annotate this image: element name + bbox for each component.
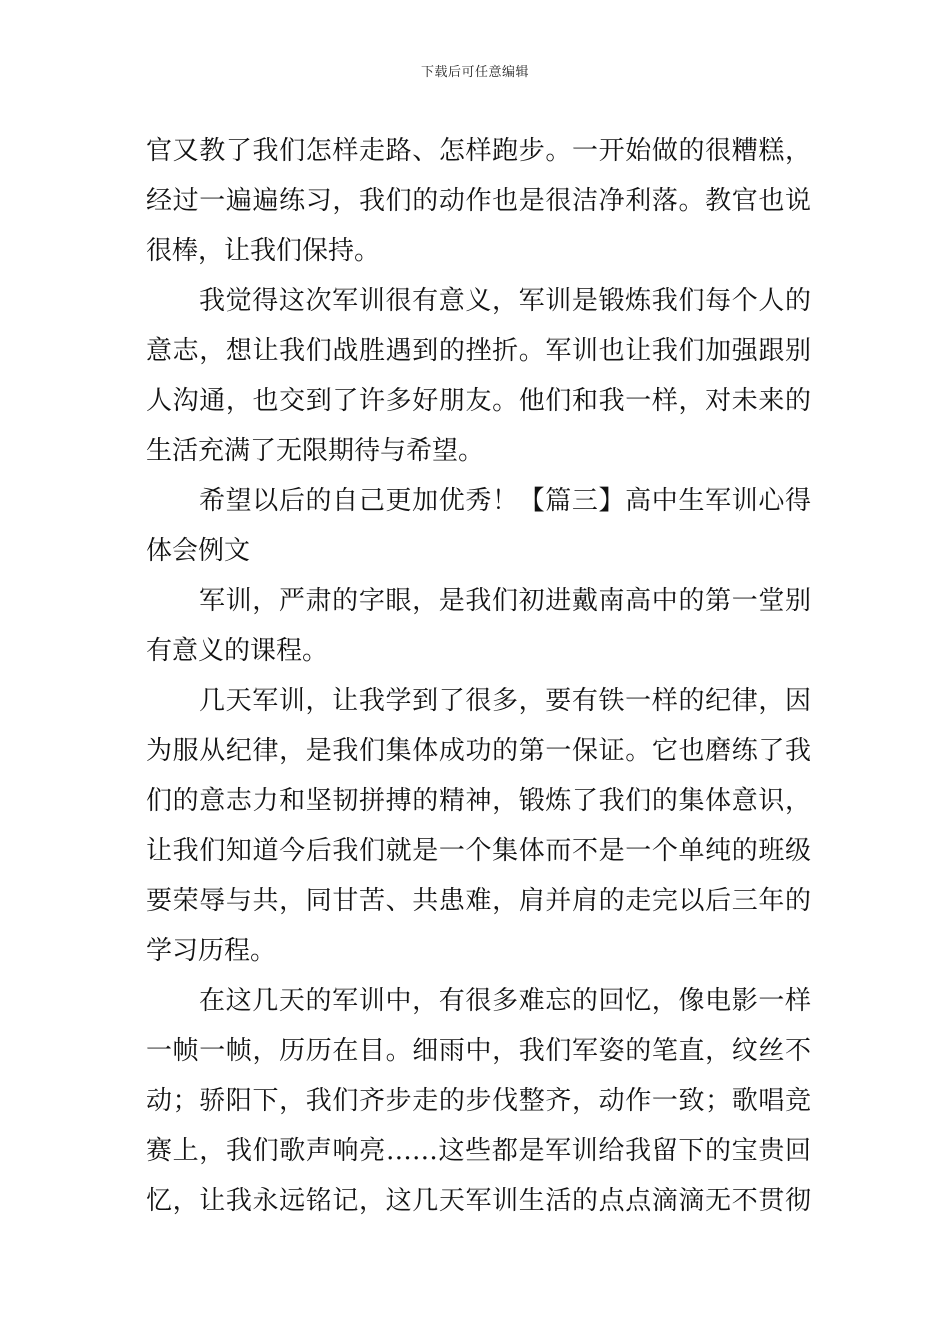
- text-line: 意志，想让我们战胜遇到的挫折。军训也让我们加强跟别: [146, 336, 811, 366]
- text-line: 有意义的课程。: [146, 636, 329, 666]
- text-line: 为服从纪律，是我们集体成功的第一保证。它也磨练了我: [146, 736, 811, 766]
- text-line: 官又教了我们怎样走路、怎样跑步。一开始做的很糟糕，: [146, 136, 811, 166]
- text-line: 在这几天的军训中，有很多难忘的回忆，像电影一样: [199, 986, 811, 1016]
- text-line: 一帧一帧，历历在目。细雨中，我们军姿的笔直，纹丝不: [146, 1036, 811, 1066]
- text-line: 人沟通，也交到了许多好朋友。他们和我一样，对未来的: [146, 386, 811, 416]
- text-line: 忆，让我永远铭记，这几天军训生活的点点滴滴无不贯彻: [146, 1186, 811, 1216]
- text-line: 军训，严肃的字眼，是我们初进戴南高中的第一堂别: [199, 586, 811, 616]
- text-line: 生活充满了无限期待与希望。: [146, 436, 485, 466]
- body-text: [146, 126, 811, 1226]
- page-header: 下载后可任意编辑: [420, 65, 529, 80]
- text-line: 体会例文: [146, 536, 251, 566]
- text-line: 经过一遍遍练习，我们的动作也是很洁净利落。教官也说: [146, 186, 811, 216]
- text-line: 们的意志力和坚韧拼搏的精神，锻炼了我们的集体意识，: [146, 786, 811, 816]
- text-line: 赛上，我们歌声响亮……这些都是军训给我留下的宝贵回: [146, 1136, 811, 1166]
- text-line: 希望以后的自己更加优秀！【篇三】高中生军训心得: [199, 486, 811, 516]
- text-line: 让我们知道今后我们就是一个集体而不是一个单纯的班级: [146, 836, 811, 866]
- text-line: 要荣辱与共，同甘苦、共患难，肩并肩的走完以后三年的: [146, 886, 811, 916]
- text-line: 动；骄阳下，我们齐步走的步伐整齐，动作一致；歌唱竞: [146, 1086, 811, 1116]
- text-line: 几天军训，让我学到了很多，要有铁一样的纪律，因: [199, 686, 811, 716]
- text-line: 很棒，让我们保持。: [146, 236, 381, 266]
- text-line: 我觉得这次军训很有意义，军训是锻炼我们每个人的: [199, 286, 811, 316]
- text-line: 学习历程。: [146, 936, 277, 966]
